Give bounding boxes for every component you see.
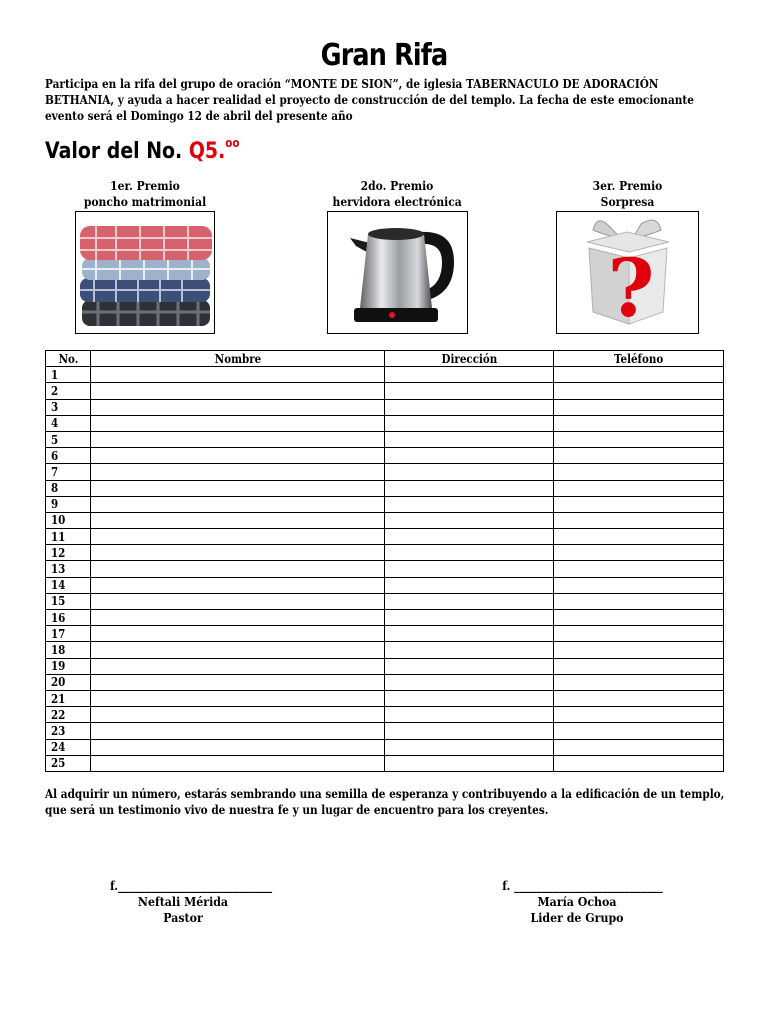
row-number: 1 bbox=[46, 367, 91, 383]
prize-second bbox=[322, 178, 472, 334]
address-cell[interactable] bbox=[385, 642, 554, 658]
address-cell[interactable] bbox=[385, 529, 554, 545]
row-number: 2 bbox=[46, 383, 91, 399]
name-cell[interactable] bbox=[90, 529, 384, 545]
phone-cell[interactable] bbox=[554, 593, 724, 609]
table-row bbox=[46, 529, 724, 545]
column-header-number: No. bbox=[46, 351, 91, 367]
row-number: 5 bbox=[46, 431, 91, 447]
address-cell[interactable] bbox=[385, 561, 554, 577]
column-header-phone: Teléfono bbox=[554, 351, 724, 367]
phone-cell[interactable] bbox=[554, 448, 724, 464]
name-cell[interactable] bbox=[90, 690, 384, 706]
name-cell[interactable] bbox=[90, 674, 384, 690]
row-number: 20 bbox=[46, 674, 91, 690]
prize-rank: 1er. Premio bbox=[110, 178, 180, 193]
prize-name: Sorpresa bbox=[600, 194, 655, 209]
table-row bbox=[46, 626, 724, 642]
address-cell[interactable] bbox=[385, 690, 554, 706]
price-amount: Q5. bbox=[188, 139, 226, 164]
name-cell[interactable] bbox=[90, 367, 384, 383]
svg-text:?: ? bbox=[607, 241, 655, 333]
row-number: 24 bbox=[46, 739, 91, 755]
row-number: 11 bbox=[46, 529, 91, 545]
phone-cell[interactable] bbox=[554, 610, 724, 626]
name-cell[interactable] bbox=[90, 723, 384, 739]
page-title: Gran Rifa bbox=[320, 38, 448, 73]
address-cell[interactable] bbox=[385, 448, 554, 464]
table-row bbox=[46, 480, 724, 496]
participants-table bbox=[45, 350, 724, 772]
table-row bbox=[46, 512, 724, 528]
address-cell[interactable] bbox=[385, 545, 554, 561]
signature-line: f. ___________________________ bbox=[502, 878, 663, 893]
row-number: 21 bbox=[46, 690, 91, 706]
name-cell[interactable] bbox=[90, 545, 384, 561]
intro-paragraph: Participa en la rifa del grupo de oración “MONTE DE SION”, de iglesia TABERNACULO DE ADORACIÓN BETHANIA, y ayuda a hacer realidad el proyecto de construcción de del templo. La fecha de este emocionante evento será el Domingo 12 de abril del presente año bbox=[45, 76, 694, 123]
table-row bbox=[46, 577, 724, 593]
row-number: 3 bbox=[46, 399, 91, 415]
signature-group-leader bbox=[492, 878, 662, 926]
table-row bbox=[46, 610, 724, 626]
phone-cell[interactable] bbox=[554, 707, 724, 723]
phone-cell[interactable] bbox=[554, 755, 724, 771]
address-cell[interactable] bbox=[385, 415, 554, 431]
phone-cell[interactable] bbox=[554, 431, 724, 447]
name-cell[interactable] bbox=[90, 431, 384, 447]
name-cell[interactable] bbox=[90, 464, 384, 480]
table-row bbox=[46, 690, 724, 706]
address-cell[interactable] bbox=[385, 658, 554, 674]
row-number: 4 bbox=[46, 415, 91, 431]
name-cell[interactable] bbox=[90, 658, 384, 674]
prize-name: hervidora electrónica bbox=[332, 194, 462, 209]
name-cell[interactable] bbox=[90, 480, 384, 496]
row-number: 9 bbox=[46, 496, 91, 512]
address-cell[interactable] bbox=[385, 674, 554, 690]
phone-cell[interactable] bbox=[554, 496, 724, 512]
address-cell[interactable] bbox=[385, 512, 554, 528]
closing-paragraph: Al adquirir un número, estarás sembrando una semilla de esperanza y contribuyendo a la edificación de un templo, que será un testimonio vivo de nuestra fe y un lugar de encuentro para los creyentes. bbox=[45, 786, 725, 817]
phone-cell[interactable] bbox=[554, 529, 724, 545]
address-cell[interactable] bbox=[385, 431, 554, 447]
row-number: 16 bbox=[46, 610, 91, 626]
column-header-address: Dirección bbox=[385, 351, 554, 367]
table-row bbox=[46, 496, 724, 512]
name-cell[interactable] bbox=[90, 610, 384, 626]
row-number: 15 bbox=[46, 593, 91, 609]
table-row bbox=[46, 739, 724, 755]
row-number: 23 bbox=[46, 723, 91, 739]
phone-cell[interactable] bbox=[554, 690, 724, 706]
name-cell[interactable] bbox=[90, 383, 384, 399]
prize-name: poncho matrimonial bbox=[83, 194, 207, 209]
address-cell[interactable] bbox=[385, 399, 554, 415]
price-label: Valor del No. bbox=[45, 139, 183, 164]
column-header-name: Nombre bbox=[90, 351, 384, 367]
row-number: 8 bbox=[46, 480, 91, 496]
row-number: 25 bbox=[46, 755, 91, 771]
phone-cell[interactable] bbox=[554, 658, 724, 674]
phone-cell[interactable] bbox=[554, 561, 724, 577]
address-cell[interactable] bbox=[385, 480, 554, 496]
prize-third bbox=[555, 178, 700, 334]
signer-name: María Ochoa bbox=[537, 894, 617, 909]
mystery-gift-box-image bbox=[556, 211, 699, 334]
name-cell[interactable] bbox=[90, 739, 384, 755]
name-cell[interactable] bbox=[90, 707, 384, 723]
phone-cell[interactable] bbox=[554, 577, 724, 593]
table-row bbox=[46, 464, 724, 480]
name-cell[interactable] bbox=[90, 755, 384, 771]
prize-first bbox=[70, 178, 220, 334]
table-row bbox=[46, 658, 724, 674]
address-cell[interactable] bbox=[385, 626, 554, 642]
row-number: 13 bbox=[46, 561, 91, 577]
prize-rank: 2do. Premio bbox=[360, 178, 434, 193]
table-row bbox=[46, 593, 724, 609]
name-cell[interactable] bbox=[90, 642, 384, 658]
table-row bbox=[46, 561, 724, 577]
row-number: 22 bbox=[46, 707, 91, 723]
address-cell[interactable] bbox=[385, 610, 554, 626]
price-cents: oo bbox=[225, 136, 240, 150]
phone-cell[interactable] bbox=[554, 480, 724, 496]
row-number: 7 bbox=[46, 464, 91, 480]
phone-cell[interactable] bbox=[554, 415, 724, 431]
address-cell[interactable] bbox=[385, 577, 554, 593]
signature-pastor bbox=[100, 878, 273, 926]
electric-kettle-image bbox=[327, 211, 468, 334]
row-number: 12 bbox=[46, 545, 91, 561]
name-cell[interactable] bbox=[90, 626, 384, 642]
table-row bbox=[46, 383, 724, 399]
address-cell[interactable] bbox=[385, 593, 554, 609]
address-cell[interactable] bbox=[385, 383, 554, 399]
address-cell[interactable] bbox=[385, 367, 554, 383]
name-cell[interactable] bbox=[90, 512, 384, 528]
row-number: 19 bbox=[46, 658, 91, 674]
name-cell[interactable] bbox=[90, 399, 384, 415]
phone-cell[interactable] bbox=[554, 464, 724, 480]
table-header-row bbox=[46, 351, 724, 367]
table-row bbox=[46, 415, 724, 431]
row-number: 17 bbox=[46, 626, 91, 642]
row-number: 6 bbox=[46, 448, 91, 464]
signer-name: Neftali Mérida bbox=[137, 894, 229, 909]
ticket-price bbox=[45, 136, 239, 164]
table-row bbox=[46, 399, 724, 415]
phone-cell[interactable] bbox=[554, 642, 724, 658]
name-cell[interactable] bbox=[90, 577, 384, 593]
table-row bbox=[46, 707, 724, 723]
table-row bbox=[46, 545, 724, 561]
phone-cell[interactable] bbox=[554, 674, 724, 690]
table-row bbox=[46, 367, 724, 383]
phone-cell[interactable] bbox=[554, 399, 724, 415]
phone-cell[interactable] bbox=[554, 723, 724, 739]
table-row bbox=[46, 723, 724, 739]
signer-role: Lider de Grupo bbox=[530, 910, 624, 925]
name-cell[interactable] bbox=[90, 448, 384, 464]
table-row bbox=[46, 431, 724, 447]
phone-cell[interactable] bbox=[554, 739, 724, 755]
row-number: 18 bbox=[46, 642, 91, 658]
address-cell[interactable] bbox=[385, 739, 554, 755]
table-row bbox=[46, 674, 724, 690]
address-cell[interactable] bbox=[385, 723, 554, 739]
signature-line: f.____________________________ bbox=[109, 878, 273, 893]
phone-cell[interactable] bbox=[554, 367, 724, 383]
address-cell[interactable] bbox=[385, 755, 554, 771]
address-cell[interactable] bbox=[385, 496, 554, 512]
folded-blankets-image bbox=[75, 211, 215, 334]
row-number: 14 bbox=[46, 577, 91, 593]
phone-cell[interactable] bbox=[554, 545, 724, 561]
phone-cell[interactable] bbox=[554, 626, 724, 642]
signer-role: Pastor bbox=[163, 910, 203, 925]
table-row bbox=[46, 642, 724, 658]
address-cell[interactable] bbox=[385, 464, 554, 480]
name-cell[interactable] bbox=[90, 593, 384, 609]
name-cell[interactable] bbox=[90, 415, 384, 431]
prize-rank: 3er. Premio bbox=[592, 178, 663, 193]
row-number: 10 bbox=[46, 512, 91, 528]
name-cell[interactable] bbox=[90, 496, 384, 512]
table-row bbox=[46, 755, 724, 771]
name-cell[interactable] bbox=[90, 561, 384, 577]
phone-cell[interactable] bbox=[554, 383, 724, 399]
phone-cell[interactable] bbox=[554, 512, 724, 528]
address-cell[interactable] bbox=[385, 707, 554, 723]
table-row bbox=[46, 448, 724, 464]
